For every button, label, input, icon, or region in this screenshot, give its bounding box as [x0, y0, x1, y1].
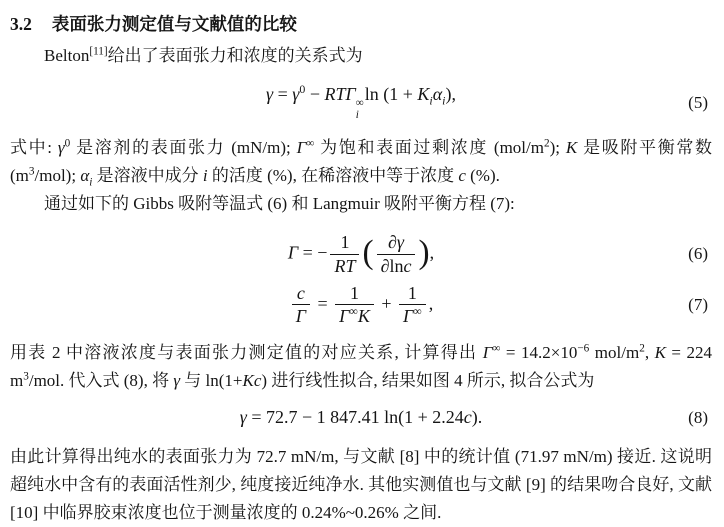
paragraph-intro [10, 42, 712, 70]
paragraph-gibbs-langmuir: 通过如下的 Gibbs 吸附等温式 (6) 和 Langmuir 吸附平衡方程 (7): [44, 194, 515, 214]
paragraph-fitting: 用表 2 中溶液浓度与表面张力测定值的对应关系, 计算得出 $\Gamma^\infty = 14.2\times 10^{-6}$ mol/$m^2$, K = 224 $m^3$/mol. 代入式 (8), 将 γ 与 ln(1+Kc) 进行线性拟合, 结果如图 4 所示, 拟合公式为 [10, 342, 712, 390]
equation-6-body: Γ = − $\frac{1}{RT}$ ( $\frac{\partial\gamma}{\partial\ln c}$ ), [287, 232, 435, 276]
gamma-sub-sup: ∞ i [355, 96, 364, 122]
section-number: 3.2 [10, 14, 32, 34]
fraction-1-over-Gamma: $\frac{1}{\Gamma^\infty}$ [399, 283, 426, 327]
equation-5-body: $\gamma = \gamma^0 - RT\Gamma$ ∞ i $\ln (1 + K_i\alpha_i)$, [266, 82, 456, 122]
section-title: 表面张力测定值与文献值的比较 [51, 14, 297, 34]
equation-7 [10, 283, 712, 327]
section-heading [10, 12, 712, 36]
equation-8-body: γ = 72.7 − 1 847.41 ln(1 + 2.24c). [239, 406, 483, 427]
paragraph-conclusion: 由此计算得出纯水的表面张力为 72.7 mN/m, 与文献 [8] 中的统计值 (71.97 mN/m) 接近. 这说明超纯水中含有的表面活性剂少, 纯度接近纯净水. 其他实测值也与文献 [9] 的结果吻合良好, 文献 [10] 中临界胶束浓度也位于测量浓度的 0.24%~0.26% 之间. [10, 446, 712, 522]
right-paren: ) [418, 234, 430, 272]
equation-7-body: $\frac{c}{\Gamma}$ = $\frac{1}{\Gamma^\infty K}$ + $\frac{1}{\Gamma^\infty}$ , [289, 283, 434, 327]
equation-8-number: (8) [688, 407, 708, 427]
equation-6-number: (6) [688, 244, 708, 264]
fraction-1-over-GammaK: $\frac{1}{\Gamma^\infty K}$ [335, 283, 374, 327]
equation-5 [10, 84, 712, 122]
intro-text: 给出了表面张力和浓度的关系式为 [107, 46, 363, 65]
fraction-1-over-RT: $\frac{1}{RT}$ [330, 232, 359, 276]
citation-11: [11] [89, 45, 108, 58]
fraction-partial: $\frac{\partial\gamma}{\partial\ln c}$ [377, 232, 416, 276]
paragraph-symbols: 式中: $\gamma^0$ 是溶剂的表面张力 (mN/m); Γ∞ 为饱和表面过剩浓度 $(mol/m^2)$; K 是吸附平衡常数 $(m^3/mol)$; $\alpha_i$ 是溶液中成分 i 的活度 (%), 在稀溶液中等于浓度 c (%). [10, 137, 713, 189]
equation-7-number: (7) [688, 294, 708, 314]
left-paren: ( [362, 234, 374, 272]
fraction-c-over-Gamma: $\frac{c}{\Gamma}$ [292, 283, 310, 327]
equation-6 [10, 232, 712, 276]
equation-5-number: (5) [688, 92, 708, 112]
equation-8 [10, 407, 712, 429]
author-name: Belton [44, 46, 90, 65]
